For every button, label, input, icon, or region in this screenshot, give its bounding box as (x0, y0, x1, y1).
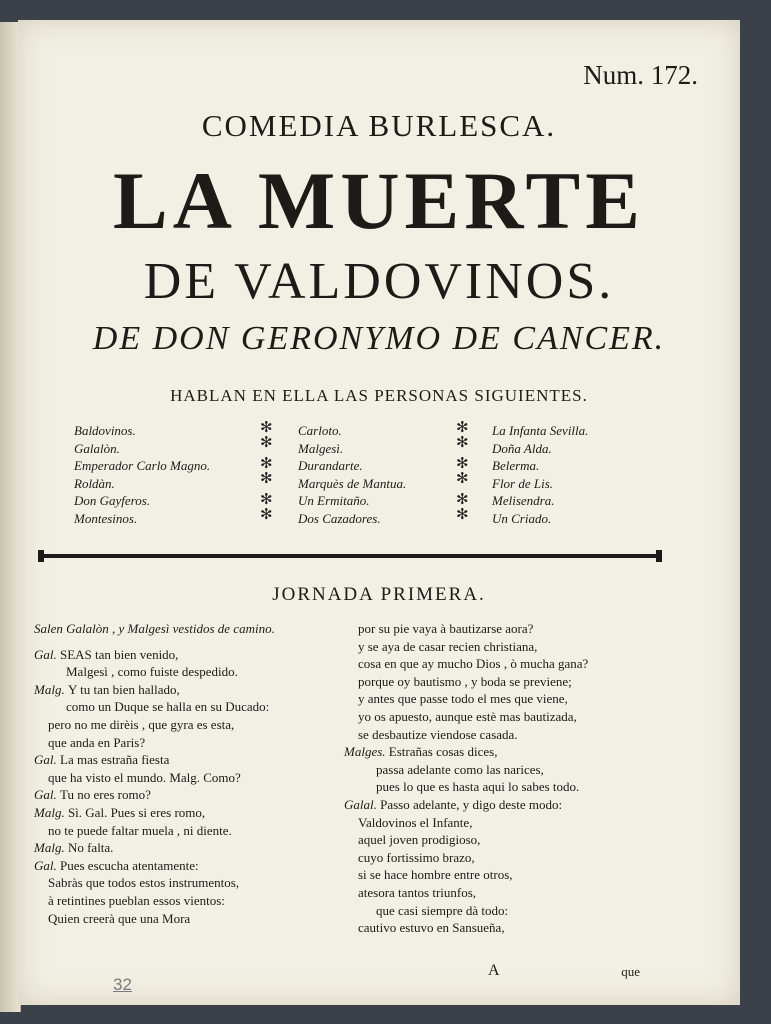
verse-text: pues lo que es hasta aqui lo sabes todo. (376, 779, 580, 795)
verse-text: No falta. (67, 840, 114, 856)
text-column-right (344, 620, 689, 937)
stage-direction (34, 620, 354, 638)
verse-line (34, 892, 354, 910)
cast-name: Montesinos. (74, 510, 138, 526)
verse-line (34, 681, 354, 699)
verse-line (344, 919, 689, 937)
characters-heading: HABLAN EN ELLA LAS PERSONAS SIGUIENTES. (170, 386, 588, 405)
verse-line (34, 751, 354, 769)
title-line-2: DE VALDOVINOS. (143, 253, 615, 310)
cast-name: Durandarte. (298, 458, 363, 473)
cast-name: Malgesì. (298, 440, 344, 456)
verse-text: Estrañas cosas dices, (388, 744, 498, 760)
document-page (18, 20, 740, 1005)
cast-name: Doña Alda. (492, 440, 552, 456)
section-divider (40, 554, 660, 558)
verse-text: Tu no eres romo? (60, 787, 151, 803)
verse-line (34, 716, 354, 734)
cast-name: Flor de Lis. (492, 475, 554, 491)
cast-column-2 (298, 422, 406, 527)
verse-line (344, 743, 689, 761)
verse-line (344, 726, 689, 744)
ornament-asterisks-icon: ✻ ✻ (456, 454, 469, 487)
act-heading: JORNADA PRIMERA. (272, 584, 486, 605)
verse-line (34, 769, 354, 787)
cast-name: Baldovinos. (74, 423, 136, 438)
verse-text: Pues escucha atentamente: (60, 857, 199, 873)
verse-line (344, 831, 689, 849)
verse-text: yo os apuesto, aunque estè mas bautizada, (358, 708, 577, 724)
cast-column-1 (74, 422, 210, 527)
genre-heading: COMEDIA BURLESCA. (201, 108, 557, 143)
verse-text: y antes que passe todo el mes que viene, (358, 691, 568, 707)
cast-name: Marquès de Mantua. (298, 475, 407, 491)
verse-line (344, 796, 689, 814)
speaker-label: Galal. (344, 796, 381, 812)
cast-column-3 (492, 422, 588, 527)
verse-text: SEAS tan bien venido, (60, 646, 179, 662)
catchword: que (621, 964, 640, 979)
speaker-label: Gal. (34, 857, 60, 873)
cast-name: Galalòn. (74, 440, 120, 456)
verse-text: que anda en Paris? (48, 734, 146, 750)
verse-line (34, 910, 354, 928)
verse-line (34, 698, 354, 716)
verse-line (34, 646, 354, 664)
signature-mark: A (488, 962, 500, 979)
pencil-annotation: 32 (113, 975, 132, 994)
cast-name: Emperador Carlo Magno. (74, 458, 211, 473)
verse-text: Sì. Gal. Pues si eres romo, (67, 804, 206, 820)
verse-text: Valdovinos el Infante, (358, 814, 473, 830)
verse-line (34, 839, 354, 857)
verse-line (34, 804, 354, 822)
verse-text: atesora tantos triunfos, (358, 884, 477, 900)
verse-line (344, 902, 689, 920)
verse-text: à retintines pueblan essos vientos: (48, 892, 225, 908)
text-column-left (34, 620, 354, 927)
verse-text: y se aya de casar recien christiana, (358, 638, 538, 654)
verse-line (34, 874, 354, 892)
page-number: Num. 172. (583, 60, 698, 90)
verse-line (344, 778, 689, 796)
cast-name: Belerma. (492, 458, 540, 473)
verse-text: passa adelante como las narices, (376, 761, 544, 777)
verse-text: que casi siempre dà todo: (376, 902, 509, 918)
ornament-asterisks-icon: ✻ ✻ (260, 454, 273, 487)
speaker-label: Malg. (34, 840, 68, 856)
cast-name: Roldàn. (74, 475, 115, 491)
speaker-label: Gal. (34, 752, 60, 768)
ornament-asterisks-icon: ✻ ✻ (456, 418, 469, 451)
ornament-asterisks-icon: ✻ ✻ (456, 490, 469, 523)
verse-text: La mas estraña fiesta (60, 752, 170, 768)
verse-text: Malgesì , como fuiste despedido. (66, 664, 238, 680)
verse-text: no te puede faltar muela , ni diente. (48, 822, 232, 838)
verse-line (344, 849, 689, 867)
author-line: DE DON GERONYMO DE CANCER. (92, 320, 666, 357)
verse-text: Sabràs que todos estos instrumentos, (48, 875, 240, 891)
verse-line (34, 663, 354, 681)
verse-text: cuyo fortissimo brazo, (358, 849, 475, 865)
speaker-label: Malg. (34, 681, 68, 697)
verse-line (34, 734, 354, 752)
verse-text: Passo adelante, y digo deste modo: (380, 796, 563, 812)
verse-line (344, 814, 689, 832)
verse-line (34, 857, 354, 875)
verse-text: Y tu tan bien hallado, (67, 681, 180, 697)
verse-text: que ha visto el mundo. Malg. Como? (48, 769, 241, 785)
verse-line (344, 638, 689, 656)
verse-text: Salen Galalòn , y Malgesì vestidos de camino. (34, 621, 275, 636)
verse-text: cosa en que ay mucho Dios , ò mucha gana? (358, 656, 589, 672)
verse-line (34, 822, 354, 840)
cast-name: Don Gayferos. (74, 493, 151, 508)
cast-name: Carloto. (298, 423, 342, 438)
speaker-label: Gal. (34, 646, 60, 662)
speaker-label: Gal. (34, 787, 60, 803)
verse-text: Quien creerà que una Mora (48, 910, 191, 926)
verse-line (344, 884, 689, 902)
verse-text: como un Duque se halla en su Ducado: (66, 699, 270, 715)
verse-text: se desbautize viendose casada. (358, 726, 518, 742)
verse-line (344, 690, 689, 708)
cast-name: Un Ermitaño. (298, 493, 370, 508)
speaker-label: Malg. (34, 804, 68, 820)
ornament-asterisks-icon: ✻ ✻ (260, 490, 273, 523)
verse-line (34, 786, 354, 804)
cast-name: Dos Cazadores. (298, 510, 381, 526)
verse-line (344, 620, 689, 638)
title-line-1: LA MUERTE (113, 155, 645, 246)
verse-text: por su pie vaya à bautizarse aora? (358, 621, 534, 636)
verse-line (344, 866, 689, 884)
verse-line (344, 708, 689, 726)
cast-name: Un Criado. (492, 510, 552, 526)
verse-line (344, 655, 689, 673)
verse-text: porque oy bautismo , y boda se previene; (358, 673, 572, 689)
verse-text: aquel joven prodigioso, (358, 832, 481, 848)
verse-line (344, 761, 689, 779)
verse-text: si se hace hombre entre otros, (358, 867, 513, 883)
speaker-label: Malges. (344, 744, 389, 760)
cast-name: La Infanta Sevilla. (492, 423, 589, 438)
ornament-asterisks-icon: ✻ ✻ (260, 418, 273, 451)
verse-line (344, 673, 689, 691)
cast-name: Melisendra. (492, 493, 555, 508)
verse-text: pero no me dirèis , que gyra es esta, (48, 716, 235, 732)
verse-text: cautivo estuvo en Sansueña, (358, 920, 505, 936)
